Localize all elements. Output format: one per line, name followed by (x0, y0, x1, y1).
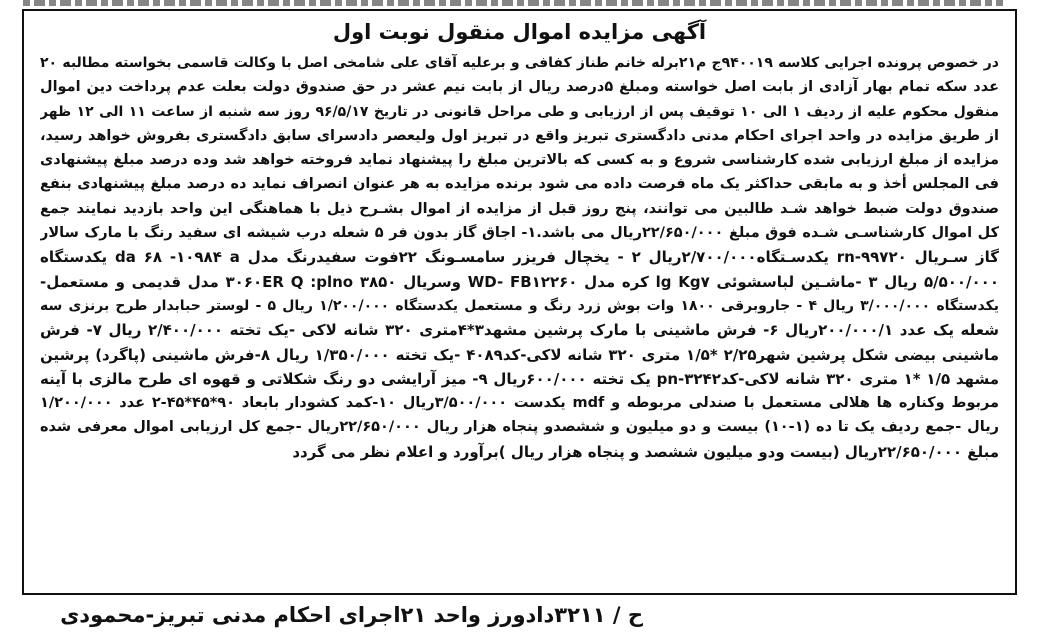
body-line: ۵/۵۰۰/۰۰۰ ریال ۳ -ماشـین لباسشوئی lg Kg۷ کره مدل WD- FB۱۲۲۶۰ وسریال ۳۸۵۰ ۳۰۶۰ER Q :plno مدل قدیمی و مستعمل- (40, 272, 999, 291)
notice-title: آگهی مزایده اموال منقول نوبت اول (332, 20, 707, 44)
body-line: مربوط وکناره ها هلالی مستعمل با صندلی مربوطه و mdf یکدست ۳/۵۰۰/۰۰۰ریال ۱۰-کمد کشودار بابعاد ۹۰*۴۵*۴۵-۲ عدد ۱/۲۰۰/۰۰۰ (40, 395, 999, 412)
body-line: یکدستگاه ۳/۰۰۰/۰۰۰ ریال ۴ - جاروبرقی ۱۸۰۰ وات بوش زرد رنگ و مستعمل یکدستگاه ۱/۲۰۰/۰۰۰ ریال ۵ - لوستر حبابدار طرح برنزی سه (40, 297, 999, 314)
auction-notice (24, 11, 1015, 593)
body-line: گاز سـریال rn-۹۹۷۲۰ یکدسـتگاه۲/۷۰۰/۰۰۰ریال ۲ - یخچال فریزر سامسـونگ ۲۲فوت سفیدرنگ مدل da ۶۸ -۱۰۹۸۴ a یکدستگاه (40, 248, 999, 267)
body-line: مبلغ ۲۲/۶۵۰/۰۰۰ریال (بیست ودو میلیون ششصد و پنجاه هزار ریال )برآورد و اعلام نظر می گردد (292, 442, 999, 461)
notice-signature: ح / ۳۲۱۱دادورز واحد ۲۱اجرای احکام مدنی تبریز-محمودی (60, 603, 643, 627)
body-line: ماشینی بیضی شکل پرشین شهر۲/۲۵ *۱/۵ متری ۳۲۰ شانه لاکی-کد۴۰۸۹ -یک تخته ۱/۳۵۰/۰۰۰ ریال ۸-فرش ماشینی (پاگرد) پرشین (40, 345, 999, 364)
body-line: شعله یک عدد ۲۰۰/۰۰۰/۱ریال ۶- فرش ماشینی با مارک پرشین مشهد۳*۴متری ۳۲۰ شانه لاکی -یک تخته ۲/۴۰۰/۰۰۰ ریال ۷- فرش (40, 321, 999, 340)
body-line: مزایده از مبلغ ارزیابی شده کارشناسی شروع و به کسی که بالاترین مبلغ را پیشنهاد نماید فروخته خواهد شد وده درصد مبلغ پیشنهادی (40, 152, 999, 169)
body-line: ریال -جمع ردیف یک تا ده (۱-۱۰) بیست و دو میلیون و ششصدو پنجاه هزار ریال ۲۲/۶۵۰/۰۰۰ریال -جمع کل ارزیابی اموال معرفی شده (40, 419, 999, 436)
notice-body (40, 51, 999, 464)
body-line: عدد سکه تمام بهار آزادی از بابت اصل خواسته ومبلغ ۵درصد ریال از بابت نیم عشر در حق صندوق دولت بعلت عدم پرداخت دین اموال (40, 79, 999, 96)
body-line: منقول محکوم علیه از ردیف ۱ الی ۱۰ توقیف پس از ارزیابی و طی مراحل قانونی در تاریخ ۹۶/۵/۱۷ روز سه شنبه از ساعت ۱۱ الی ۱۲ ظهر (40, 103, 999, 120)
body-line: فی المجلس أخذ و به مابقی حداکثر یک ماه فرصت داده می شود برنده مزایده به هر عنوان انصراف نماید ده درصد مبلغ پیشنهادی بنفع (40, 176, 999, 193)
body-line: کل اموال کارشناسـی شـده فوق مبلغ ۲۲/۶۵۰/۰۰۰ریال می باشد.۱- اجاق گاز بدون فر ۵ شعله درب شیشه ای سفید رنگ با مارک سالار (40, 225, 999, 242)
body-line: صندوق دولت ضبط خواهد شـد طالبین می توانند، پنج روز قبل از مزایده از اموال بشـرح ذیل با هماهنگی این واحد بازدید نمایند جمع (40, 200, 999, 217)
body-line: از طریق مزایده در واحد اجرای احکام مدنی دادگستری تبریز واقع در تبریز اول ولیعصر دادسرای سابق دادگستری بفروش خواهد رسید، (40, 127, 999, 144)
body-line: در خصوص پرونده اجرایی کلاسه ۹۴۰۰۱۹ج م۲۱برله خانم طناز کفافی و برعلیه آقای علی شامخی اصل با وکالت قاسمی بخواسته مطالبه ۲۰ (40, 55, 999, 71)
notice-frame (22, 9, 1017, 595)
body-line: مشهد ۱/۵ *۱ متری ۳۲۰ شانه لاکی-کد۳۲۴۲-pn یک تخته ۶۰۰/۰۰۰ریال ۹- میز آرایشی دو رنگ شکلاتی و قهوه ای طرح مالزی با آینه (40, 369, 999, 388)
